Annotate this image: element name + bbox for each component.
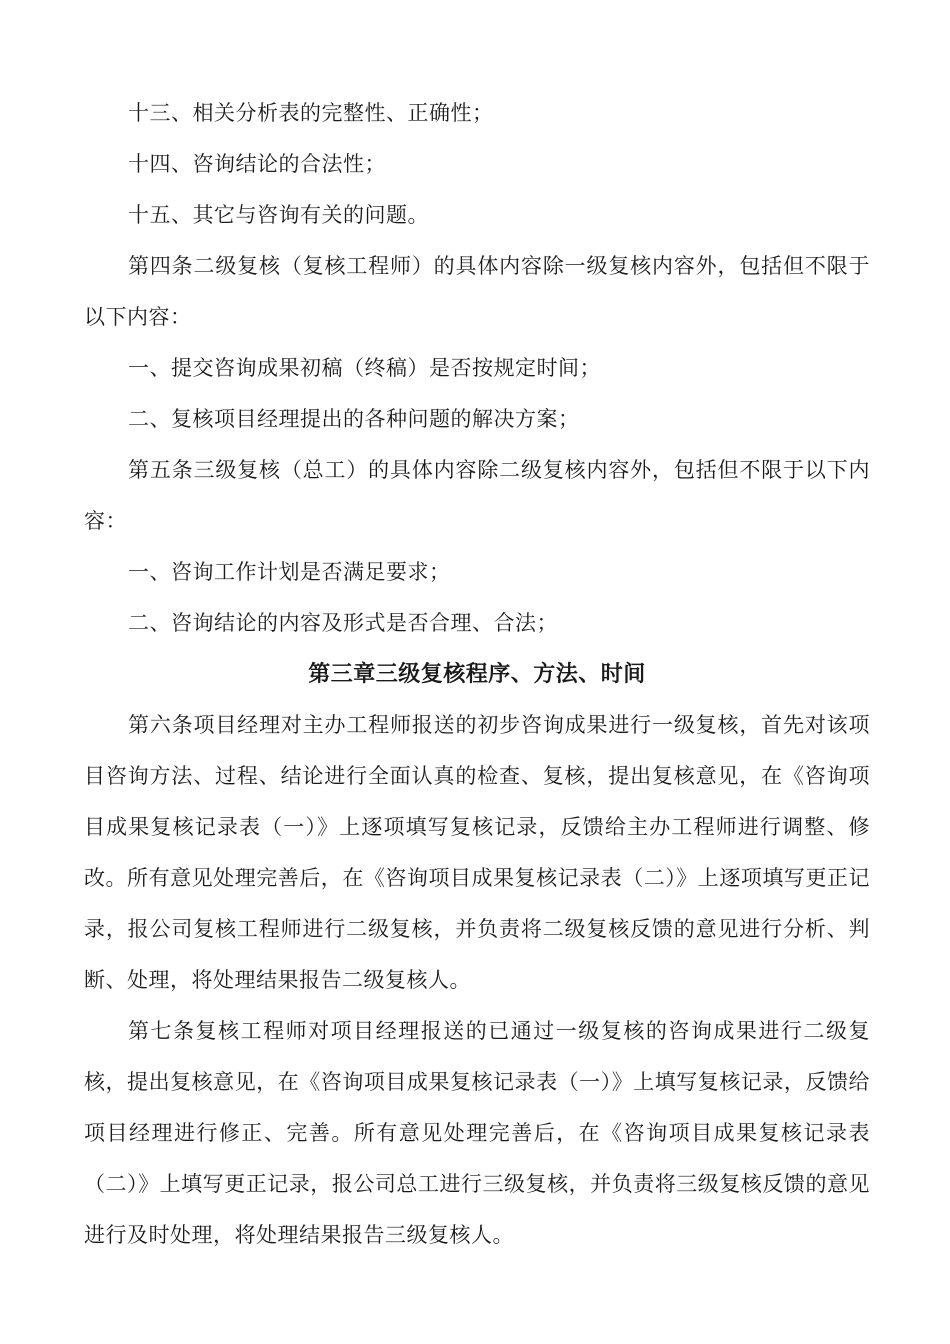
list-item: 二、咨询结论的内容及形式是否合理、合法； bbox=[128, 611, 558, 635]
list-item: 十四、咨询结论的合法性； bbox=[128, 152, 386, 176]
document-body bbox=[84, 88, 870, 1261]
list-item: 十五、其它与咨询有关的问题。 bbox=[128, 203, 429, 227]
list-item: 一、提交咨询成果初稿（终稿）是否按规定时间； bbox=[128, 356, 601, 380]
list-item: 一、咨询工作计划是否满足要求； bbox=[128, 560, 451, 584]
list-item: 二、复核项目经理提出的各种问题的解决方案； bbox=[128, 407, 580, 431]
article-paragraph: 第五条三级复核（总工）的具体内容除二级复核内容外，包括但不限于以下内容： bbox=[84, 458, 870, 533]
article-paragraph: 第四条二级复核（复核工程师）的具体内容除一级复核内容外，包括但不限于以下内容： bbox=[84, 254, 870, 329]
list-item: 十三、相关分析表的完整性、正确性； bbox=[128, 101, 494, 125]
chapter-heading: 第三章三级复核程序、方法、时间 bbox=[308, 662, 646, 687]
article-paragraph: 第七条复核工程师对项目经理报送的已通过一级复核的咨询成果进行二级复核，提出复核意见，在《咨询项目成果复核记录表（一）》上填写复核记录，反馈给项目经理进行修正、完善。所有意见处理完善后，在《咨询项目成果复核记录表（二）》上填写更正记录，报公司总工进行三级复核，并负责将三级复核反馈的意见进行及时处理，将处理结果报告三级复核人。 bbox=[84, 1019, 870, 1247]
article-paragraph: 第六条项目经理对主办工程师报送的初步咨询成果进行一级复核，首先对该项目咨询方法、过程、结论进行全面认真的检查、复核，提出复核意见，在《咨询项目成果复核记录表（一）》上逐项填写复核记录，反馈给主办工程师进行调整、修改。所有意见处理完善后，在《咨询项目成果复核记录表（二）》上逐项填写更正记录，报公司复核工程师进行二级复核，并负责将二级复核反馈的意见进行分析、判断、处理，将处理结果报告二级复核人。 bbox=[84, 713, 870, 992]
